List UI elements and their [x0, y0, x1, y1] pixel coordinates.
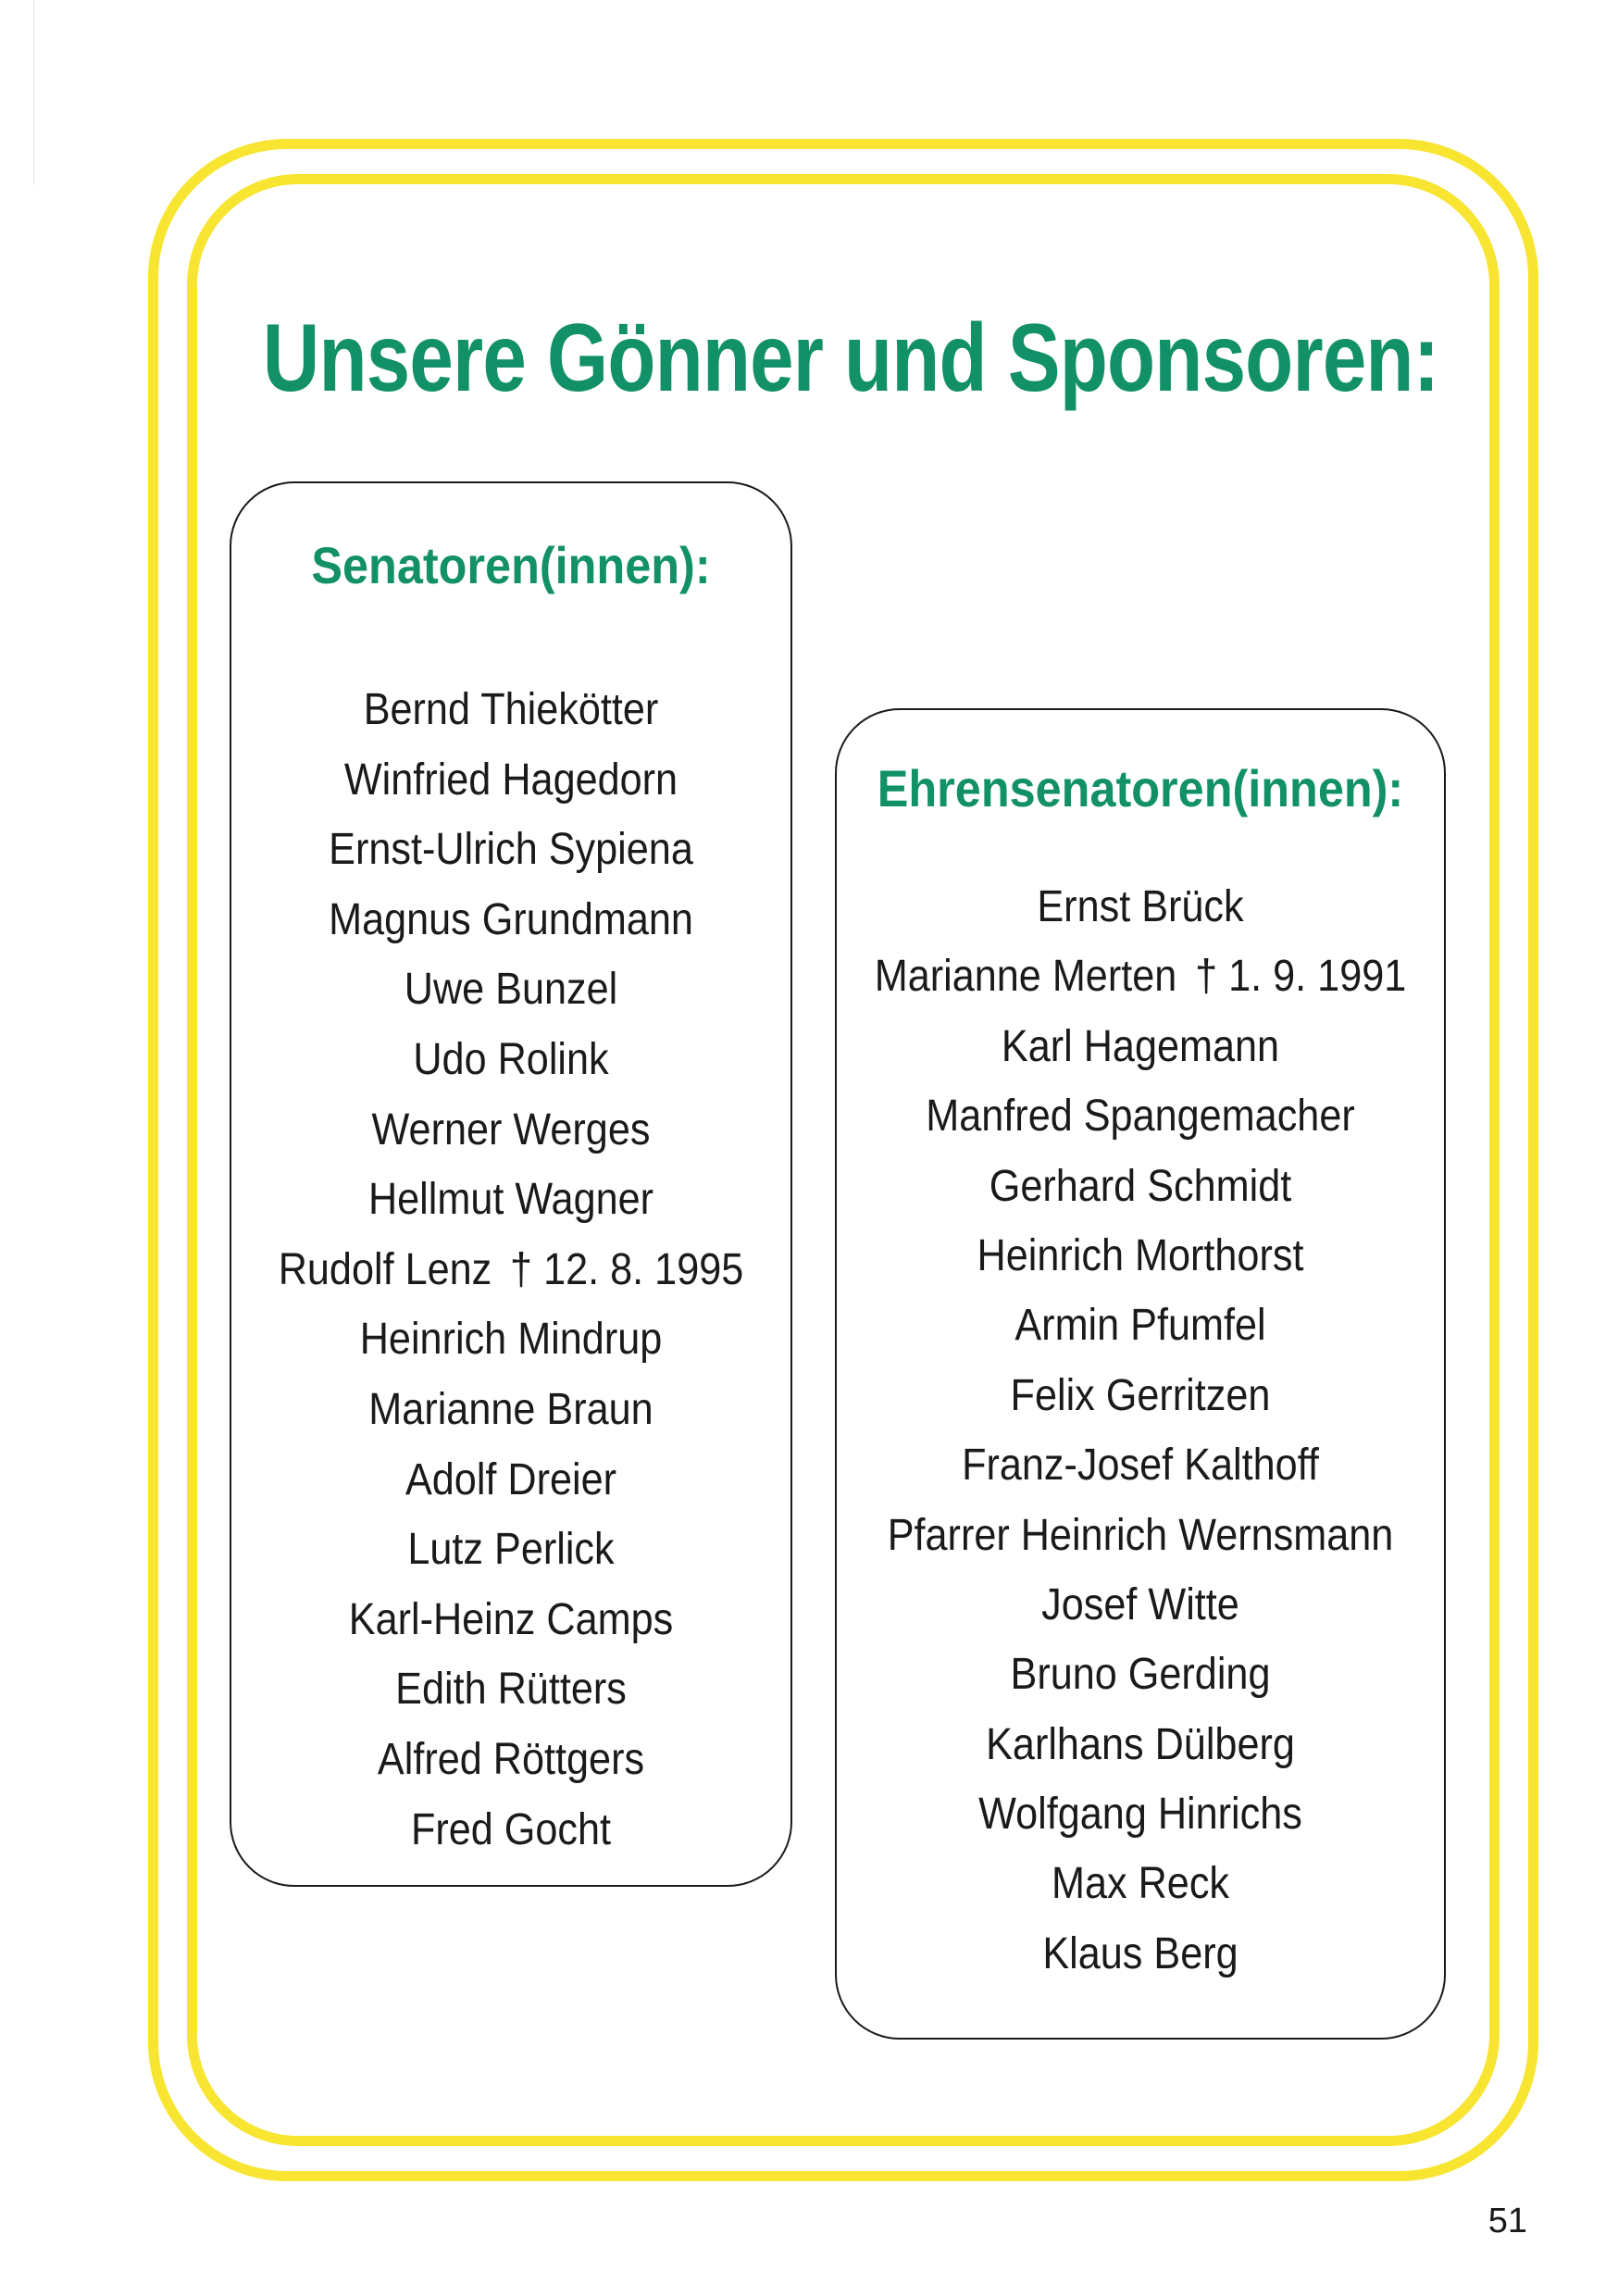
person-name: Lutz Perlick	[407, 1525, 615, 1575]
person-name: Heinrich Morthorst	[977, 1230, 1304, 1280]
name-list-item	[259, 1725, 763, 1795]
person-name: Heinrich Mindrup	[359, 1315, 663, 1365]
name-list-item	[867, 1640, 1413, 1709]
name-list-item	[867, 1361, 1413, 1430]
person-name: Magnus Grundmann	[329, 894, 693, 944]
person-name: Fred Gocht	[410, 1804, 612, 1854]
senators-list	[231, 675, 790, 1865]
honorary-senators-box	[835, 708, 1446, 2040]
person-name: Uwe Bunzel	[404, 965, 618, 1015]
person-name: Ernst Brück	[1037, 882, 1244, 931]
person-name: Marianne Braun	[368, 1384, 653, 1434]
death-date-note: † 1. 9. 1991	[1195, 952, 1407, 1002]
person-name: Alfred Röttgers	[377, 1734, 645, 1784]
name-list-item	[867, 1779, 1413, 1849]
person-name: Bernd Thiekötter	[363, 685, 659, 734]
honorary-senators-list	[837, 872, 1444, 1989]
person-name: Manfred Spangemacher	[926, 1092, 1355, 1142]
name-list-item	[259, 1654, 763, 1725]
name-list-item	[867, 1012, 1413, 1081]
person-name: Gerhard Schmidt	[989, 1161, 1292, 1211]
name-list-item	[259, 675, 763, 745]
person-name: Rudolf Lenz	[278, 1244, 492, 1294]
honorary-senators-heading: Ehrensenatoren(innen):	[877, 759, 1404, 817]
person-name: Wolfgang Hinrichs	[978, 1790, 1302, 1840]
person-name: Karlhans Dülberg	[986, 1719, 1295, 1769]
name-list-item	[867, 1152, 1413, 1221]
person-name: Ernst-Ulrich Sypiena	[329, 825, 693, 875]
person-name: Bruno Gerding	[1010, 1650, 1271, 1700]
name-list-item	[259, 1445, 763, 1516]
name-list-item	[259, 1095, 763, 1166]
name-list-item	[867, 1291, 1413, 1360]
page-title: Unsere Gönner und Sponsoren:	[262, 305, 1439, 412]
person-name: Marianne Merten	[874, 952, 1177, 1002]
name-list-item	[259, 1304, 763, 1375]
name-list-item	[259, 745, 763, 816]
person-name: Pfarrer Heinrich Wernsmann	[887, 1510, 1394, 1560]
name-list-item	[259, 1585, 763, 1655]
name-list-item	[867, 1919, 1413, 1989]
name-list-item	[259, 1795, 763, 1866]
death-date-note: † 12. 8. 1995	[510, 1244, 744, 1294]
name-list-item	[259, 955, 763, 1025]
name-list-item	[259, 1375, 763, 1445]
person-name: Felix Gerritzen	[1010, 1370, 1271, 1420]
senators-box	[230, 481, 792, 1887]
person-name: Karl Hagemann	[1001, 1021, 1280, 1071]
name-list-item	[867, 1710, 1413, 1779]
name-list-item	[867, 1570, 1413, 1640]
name-list-item	[259, 815, 763, 885]
person-name: Adolf Dreier	[404, 1454, 617, 1504]
scan-margin-line	[33, 0, 34, 185]
person-name: Klaus Berg	[1042, 1928, 1238, 1978]
name-list-item	[867, 872, 1413, 942]
person-name: Franz-Josef Kalthoff	[962, 1441, 1319, 1491]
person-name: Josef Witte	[1041, 1579, 1239, 1629]
name-list-item	[259, 885, 763, 955]
name-list-item	[867, 1081, 1413, 1151]
name-list-item	[867, 1430, 1413, 1500]
name-list-item	[259, 1025, 763, 1095]
person-name: Edith Rütters	[395, 1665, 627, 1715]
name-list-item	[867, 1849, 1413, 1918]
page-number: 51	[1487, 2202, 1527, 2240]
person-name: Karl-Heinz Camps	[348, 1594, 674, 1644]
senators-heading: Senatoren(innen):	[311, 536, 711, 594]
name-list-item	[867, 942, 1413, 1011]
person-name: Werner Werges	[371, 1104, 651, 1154]
person-name: Max Reck	[1051, 1859, 1230, 1909]
person-name: Hellmut Wagner	[367, 1175, 654, 1225]
name-list-item	[867, 1501, 1413, 1570]
person-name: Winfried Hagedorn	[343, 755, 678, 805]
name-list-item	[259, 1515, 763, 1585]
name-list-item	[867, 1221, 1413, 1291]
name-list-item	[259, 1165, 763, 1235]
person-name: Armin Pfumfel	[1014, 1301, 1266, 1351]
person-name: Udo Rolink	[413, 1034, 609, 1084]
name-list-item	[259, 1235, 763, 1305]
